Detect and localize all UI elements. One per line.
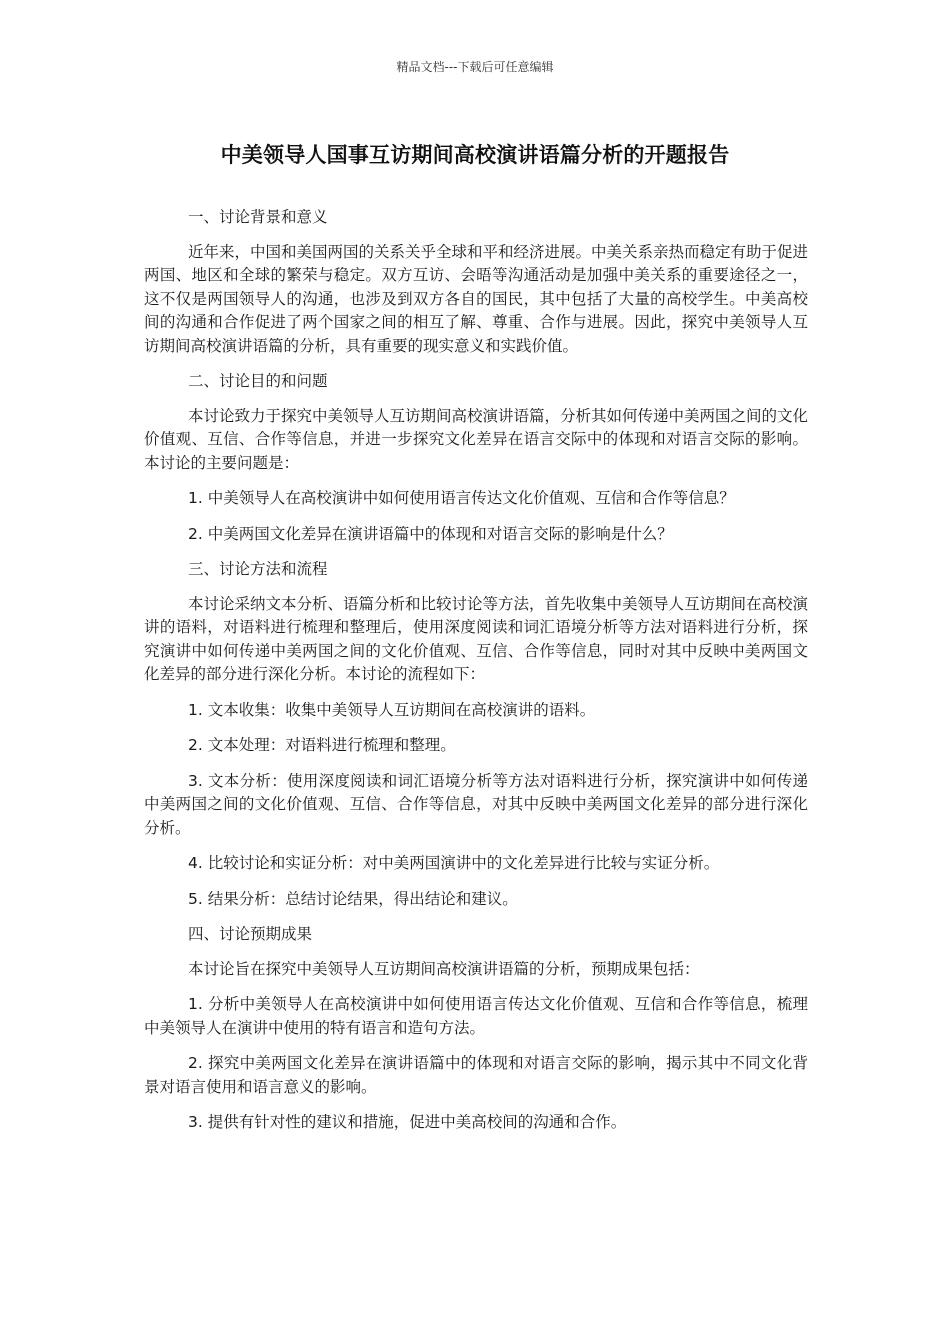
header-note: 精品文档---下载后可任意编辑: [396, 60, 554, 74]
paragraph-outcomes: 本讨论旨在探究中美领导人互访期间高校演讲语篇的分析，预期成果包括：: [188, 959, 700, 978]
paragraph-method: 本讨论采纳文本分析、语篇分析和比较讨论等方法，首先收集中美领导人互访期间在高校演讲的语料，对语料进行梳理和整理后，使用深度阅读和词汇语境分析等方法对语料进行分析，探究演讲中如何传递中美两国之间的文化价值观、互信、合作等信息，同时对其中反映中美两国文化差异的部分进行深化分析。本讨论的流程如下：: [144, 594, 809, 683]
document-title: 中美领导人国事互访期间高校演讲语篇分析的开题报告: [220, 143, 730, 167]
list-item-question-1: 1. 中美领导人在高校演讲中如何使用语言传达文化价值观、互信和合作等信息？: [188, 489, 735, 507]
list-item-step-3: 3. 文本分析：使用深度阅读和词汇语境分析等方法对语料进行分析，探究演讲中如何传递中美两国之间的文化价值观、互信、合作等信息，对其中反映中美两国文化差异的部分进行深化分析。: [144, 771, 808, 837]
paragraph-background: 近年来，中国和美国两国的关系关乎全球和平和经济进展。中美关系亲热而稳定有助于促进两国、地区和全球的繁荣与稳定。双方互访、会晤等沟通活动是加强中美关系的重要途径之一，这不仅是两国领导人的沟通，也涉及到双方各自的国民，其中包括了大量的高校学生。中美高校间的沟通和合作促进了两个国家之间的相互了解、尊重、合作与进展。因此，探究中美领导人互访期间高校演讲语篇的分析，具有重要的现实意义和实践价值。: [144, 242, 809, 355]
list-item-step-2: 2. 文本处理：对语料进行梳理和整理。: [188, 736, 456, 754]
section-heading-outcomes: 四、讨论预期成果: [188, 925, 313, 943]
list-item-outcome-1: 1. 分析中美领导人在高校演讲中如何使用语言传达文化价值观、互信和合作等信息，梳理中美领导人在演讲中使用的特有语言和造句方法。: [144, 995, 808, 1037]
list-item-outcome-3: 3. 提供有针对性的建议和措施，促进中美高校间的沟通和合作。: [188, 1113, 627, 1131]
section-heading-background: 一、讨论背景和意义: [188, 208, 328, 226]
section-heading-method: 三、讨论方法和流程: [188, 560, 328, 578]
section-heading-purpose: 二、讨论目的和问题: [188, 372, 328, 390]
list-item-outcome-2: 2. 探究中美两国文化差异在演讲语篇中的体现和对语言交际的影响，揭示其中不同文化背景对语言使用和语言意义的影响。: [144, 1054, 808, 1096]
list-item-step-1: 1. 文本收集：收集中美领导人互访期间在高校演讲的语料。: [188, 700, 596, 719]
list-item-question-2: 2. 中美两国文化差异在演讲语篇中的体现和对语言交际的影响是什么？: [188, 524, 673, 543]
list-item-step-5: 5. 结果分析：总结讨论结果，得出结论和建议。: [188, 889, 518, 908]
document-body: [144, 206, 808, 1147]
paragraph-purpose: 本讨论致力于探究中美领导人互访期间高校演讲语篇，分析其如何传递中美两国之间的文化价值观、互信、合作等信息，并进一步探究文化差异在语言交际中的体现和对语言交际的影响。本讨论的主要问题是：: [144, 406, 809, 472]
list-item-step-4: 4. 比较讨论和实证分析：对中美两国演讲中的文化差异进行比较与实证分析。: [188, 854, 720, 872]
